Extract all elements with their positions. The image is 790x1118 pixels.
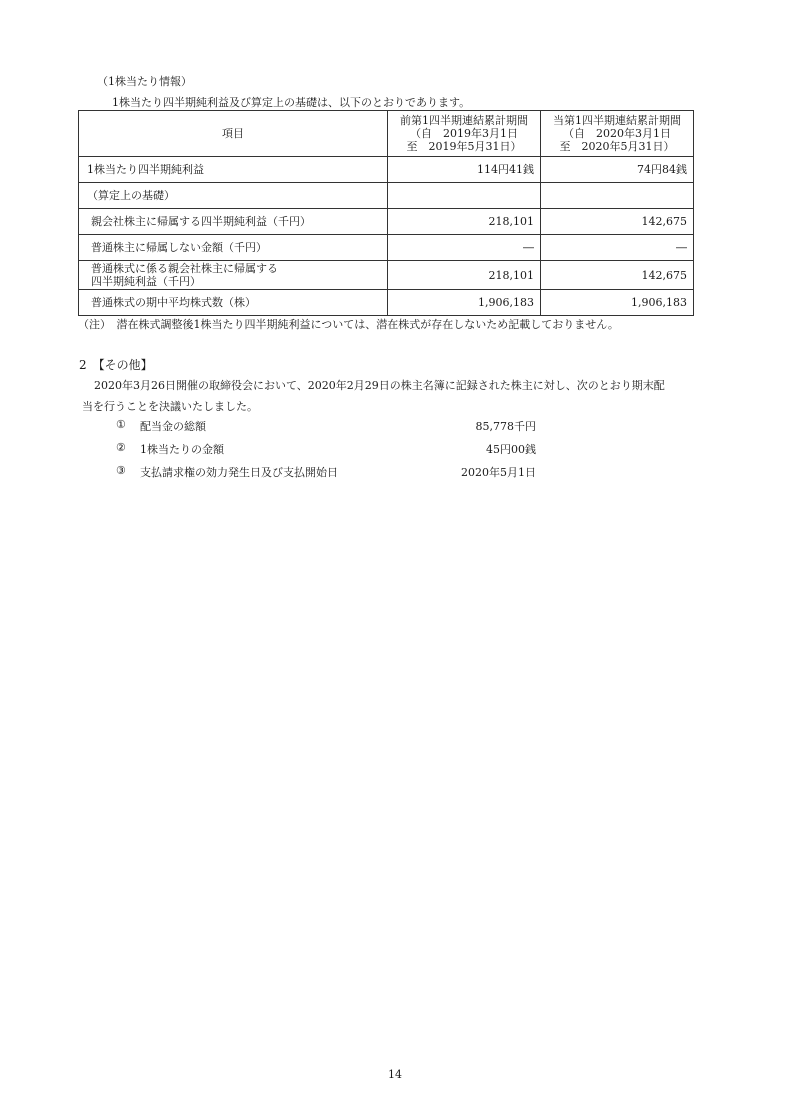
table-row — [79, 235, 694, 261]
row-prev-value: 218,101 — [388, 209, 541, 235]
row-label: 普通株式の期中平均株式数（株） — [79, 290, 388, 316]
page-number: 14 — [388, 1068, 402, 1081]
row-label: 1株当たり四半期純利益 — [79, 157, 388, 183]
row-curr-value: ― — [541, 235, 694, 261]
dividend-item — [116, 418, 536, 432]
eps-table — [78, 110, 694, 316]
row-label-line: 普通株式に係る親会社株主に帰属する — [91, 262, 278, 275]
row-curr-value — [541, 183, 694, 209]
table-row — [79, 261, 694, 290]
dividend-item — [116, 441, 536, 455]
table-row — [79, 183, 694, 209]
header-item: 項目 — [79, 111, 388, 157]
row-label: 普通株主に帰属しない金額（千円） — [79, 235, 388, 261]
item-value: 85,778千円 — [475, 420, 536, 433]
row-label: （算定上の基礎） — [79, 183, 388, 209]
item-value: 2020年5月1日 — [461, 466, 536, 479]
row-prev-value: 114円41銭 — [388, 157, 541, 183]
row-prev-value: 1,906,183 — [388, 290, 541, 316]
row-label — [79, 261, 388, 290]
header-prev-line: 至 2019年5月31日） — [406, 140, 522, 153]
intro-text: 1株当たり四半期純利益及び算定上の基礎は、以下のとおりであります。 — [112, 96, 471, 109]
row-prev-value: ― — [388, 235, 541, 261]
row-curr-value: 74円84銭 — [541, 157, 694, 183]
row-label-line: 四半期純利益（千円） — [91, 275, 201, 288]
table-row — [79, 290, 694, 316]
other-heading: 2 【その他】 — [79, 358, 153, 372]
table-row — [79, 157, 694, 183]
item-value: 45円00銭 — [486, 443, 536, 456]
header-curr-line: 至 2020年5月31日） — [559, 140, 675, 153]
header-curr-line: （自 2020年3月1日 — [563, 127, 671, 140]
row-curr-value: 142,675 — [541, 261, 694, 290]
header-curr-line: 当第1四半期連結累計期間 — [553, 114, 681, 127]
header-prev-line: 前第1四半期連結累計期間 — [400, 114, 528, 127]
item-mark: ② — [116, 441, 126, 454]
row-prev-value — [388, 183, 541, 209]
row-curr-value: 1,906,183 — [541, 290, 694, 316]
table-header-row — [79, 111, 694, 157]
section-header: （1株当たり情報） — [97, 75, 192, 88]
item-mark: ① — [116, 418, 126, 431]
row-label: 親会社株主に帰属する四半期純利益（千円） — [79, 209, 388, 235]
table-row — [79, 209, 694, 235]
item-label: 支払請求権の効力発生日及び支払開始日 — [140, 466, 338, 479]
header-curr-period — [541, 111, 694, 157]
row-prev-value: 218,101 — [388, 261, 541, 290]
other-body-line: 2020年3月26日開催の取締役会において、2020年2月29日の株主名簿に記録された株主に対し、次のとおり期末配 — [94, 379, 665, 392]
other-body-line: 当を行うことを決議いたしました。 — [82, 400, 258, 413]
item-mark: ③ — [116, 464, 126, 477]
table-note: （注） 潜在株式調整後1株当たり四半期純利益については、潜在株式が存在しないため記載しておりません。 — [78, 318, 619, 331]
item-label: 配当金の総額 — [140, 420, 206, 433]
dividend-item — [116, 464, 536, 478]
header-prev-period — [388, 111, 541, 157]
header-prev-line: （自 2019年3月1日 — [410, 127, 518, 140]
row-curr-value: 142,675 — [541, 209, 694, 235]
item-label: 1株当たりの金額 — [140, 443, 224, 456]
